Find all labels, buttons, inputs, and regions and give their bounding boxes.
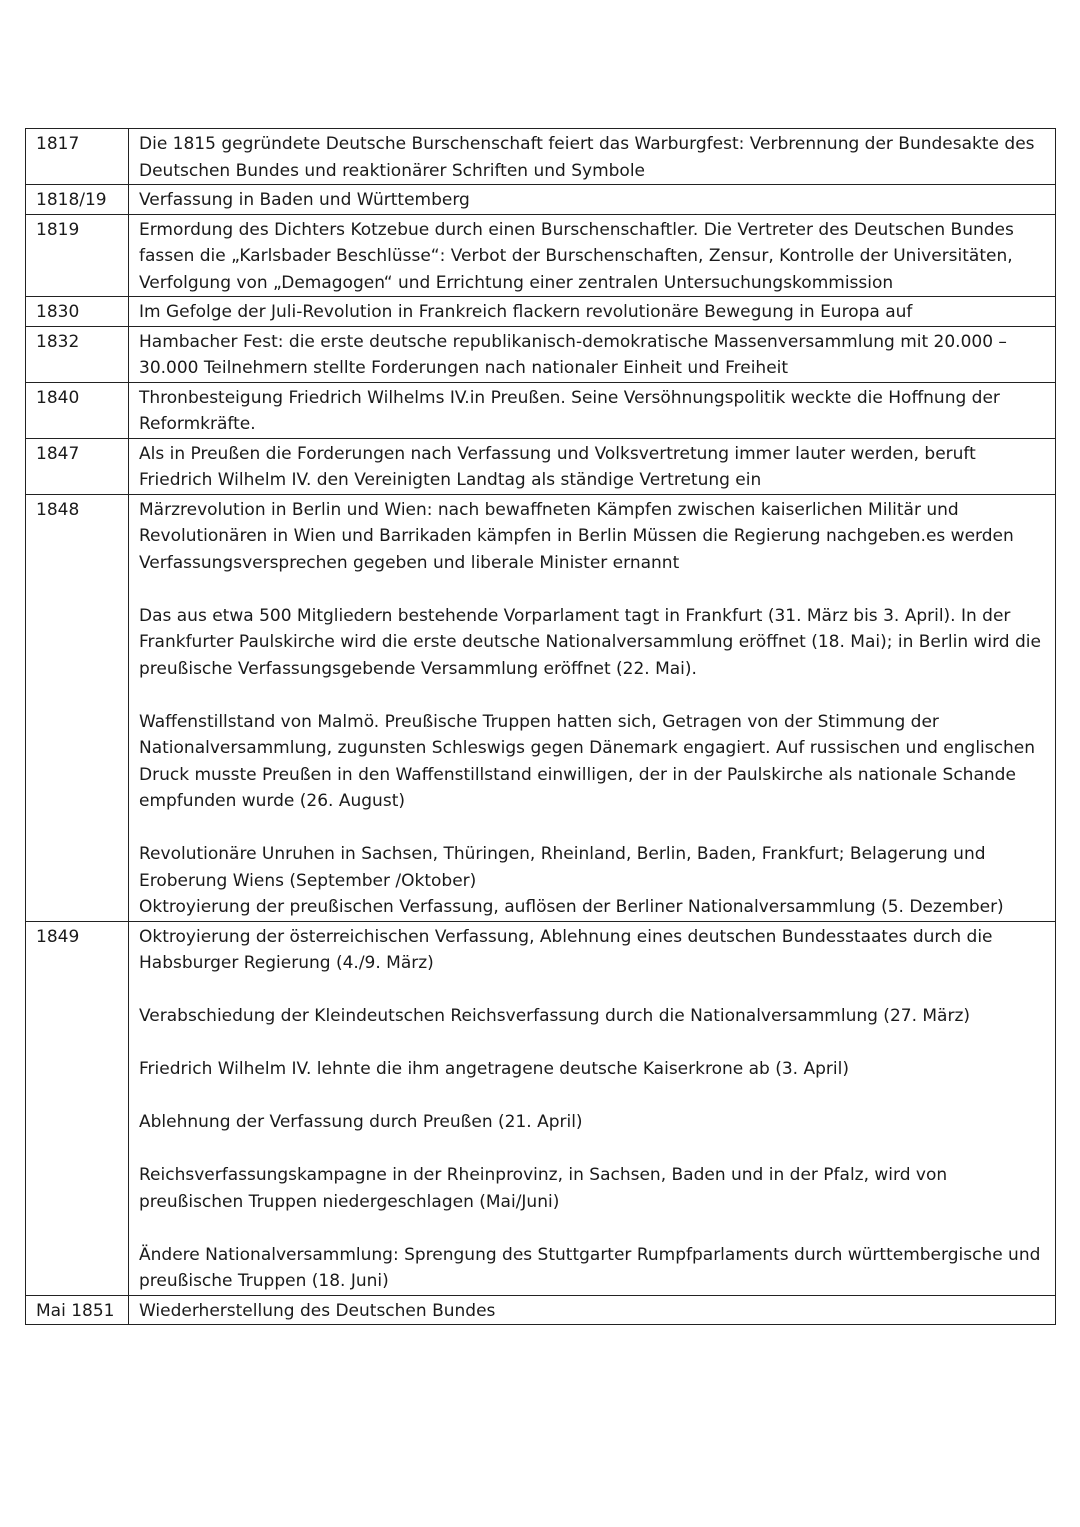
event-text: Im Gefolge der Juli-Revolution in Frankreich flackern revolutionäre Bewegung in Europa auf — [139, 302, 913, 322]
event-text: Verabschiedung der Kleindeutschen Reichsverfassung durch die Nationalversammlung (27. März) — [139, 1006, 971, 1026]
year-cell: 1847 — [26, 438, 129, 494]
event-text: Als in Preußen die Forderungen nach Verfassung und Volksvertretung immer lauter werden, beruft Friedrich Wilhelm IV. den Vereinigten Landtag als ständige Vertretung ein — [139, 443, 976, 490]
event-text: Oktroyierung der österreichischen Verfassung, Ablehnung eines deutschen Bundesstaates durch die Habsburger Regierung (4./9. März) — [139, 926, 993, 973]
table-row — [26, 326, 1056, 382]
event-cell — [129, 921, 1056, 1295]
year-cell: 1848 — [26, 494, 129, 921]
event-cell — [129, 185, 1056, 215]
event-cell — [129, 214, 1056, 297]
year-cell: 1819 — [26, 214, 129, 297]
event-cell — [129, 129, 1056, 185]
event-cell — [129, 1295, 1056, 1325]
event-cell — [129, 326, 1056, 382]
event-text: Wiederherstellung des Deutschen Bundes — [139, 1300, 496, 1321]
event-text: Märzrevolution in Berlin und Wien: nach bewaffneten Kämpfen zwischen kaiserlichen Militär und Revolutionären in Wien und Barrikaden kämpfen in Berlin Müssen die Regierung nachgeben.es werden Verfassungsversprechen gegeben und liberale Minister ernannt — [139, 499, 1014, 573]
event-text: Die 1815 gegründete Deutsche Burschenschaft feiert das Warburgfest: Verbrennung der Bundesakte des Deutschen Bundes und reaktionärer Schriften und Symbole — [139, 134, 1035, 181]
event-cell — [129, 438, 1056, 494]
year-cell: 1840 — [26, 382, 129, 438]
table-row — [26, 1295, 1056, 1325]
timeline-table — [25, 128, 1056, 1325]
event-cell — [129, 297, 1056, 327]
table-row — [26, 214, 1056, 297]
year-cell: 1832 — [26, 326, 129, 382]
event-text: Revolutionäre Unruhen in Sachsen, Thüringen, Rheinland, Berlin, Baden, Frankfurt; Belagerung und Eroberung Wiens (September /Oktober) — [139, 844, 986, 891]
year-cell: 1849 — [26, 921, 129, 1295]
year-cell: 1818/19 — [26, 185, 129, 215]
event-text: Hambacher Fest: die erste deutsche republikanisch-demokratische Massenversammlung mit 20.000 – 30.000 Teilnehmern stellte Forderungen nach nationaler Einheit und Freiheit — [139, 331, 1007, 378]
event-text: Das aus etwa 500 Mitgliedern bestehende Vorparlament tagt in Frankfurt (31. März bis 3. April). In der Frankfurter Paulskirche wird die erste deutsche Nationalversammlung eröffnet (18. Mai); in Berlin wird die preußische Verfassungsgebende Versammlung eröffnet (22. Mai). — [139, 605, 1041, 679]
event-cell — [129, 494, 1056, 921]
year-cell: Mai 1851 — [26, 1295, 129, 1325]
year-cell: 1817 — [26, 129, 129, 185]
event-text: Oktroyierung der preußischen Verfassung, auflösen der Berliner Nationalversammlung (5. Dezember) — [139, 897, 1004, 917]
table-row — [26, 438, 1056, 494]
document-page — [25, 128, 1055, 1325]
table-row — [26, 297, 1056, 327]
event-text: Verfassung in Baden und Württemberg — [139, 190, 470, 210]
year-cell: 1830 — [26, 297, 129, 327]
table-row — [26, 129, 1056, 185]
table-row — [26, 185, 1056, 215]
event-text: Ablehnung der Verfassung durch Preußen (21. April) — [139, 1112, 583, 1132]
event-text: Friedrich Wilhelm IV. lehnte die ihm angetragene deutsche Kaiserkrone ab (3. April) — [139, 1059, 849, 1079]
table-row — [26, 921, 1056, 1295]
event-text: Thronbesteigung Friedrich Wilhelms IV.in Preußen. Seine Versöhnungspolitik weckte die Hoffnung der Reformkräfte. — [139, 387, 1000, 434]
table-row — [26, 382, 1056, 438]
event-text: Waffenstillstand von Malmö. Preußische Truppen hatten sich, Getragen von der Stimmung der Nationalversammlung, zugunsten Schleswigs gegen Dänemark engagiert. Auf russischen und englischen Druck musste Preußen in den Waffenstillstand einwilligen, der in der Paulskirche als nationale Schande empfunden wurde (26. August) — [139, 711, 1035, 811]
table-row — [26, 494, 1056, 921]
event-text: Reichsverfassungskampagne in der Rheinprovinz, in Sachsen, Baden und in der Pfalz, wird von preußischen Truppen niedergeschlagen (Mai/Juni) — [139, 1165, 948, 1212]
event-cell — [129, 382, 1056, 438]
event-text: Ermordung des Dichters Kotzebue durch einen Burschenschaftler. Die Vertreter des Deutschen Bundes fassen die „Karlsbader Beschlüsse“: Verbot der Burschenschaften, Zensur, Kontrolle der Universitäten, Verfolgung von „Demagogen“ und Errichtung einer zentralen Untersuchungskommission — [139, 219, 1014, 293]
event-text: Ändere Nationalversammlung: Sprengung des Stuttgarter Rumpfparlaments durch württembergische und preußische Truppen (18. Juni) — [139, 1244, 1041, 1291]
